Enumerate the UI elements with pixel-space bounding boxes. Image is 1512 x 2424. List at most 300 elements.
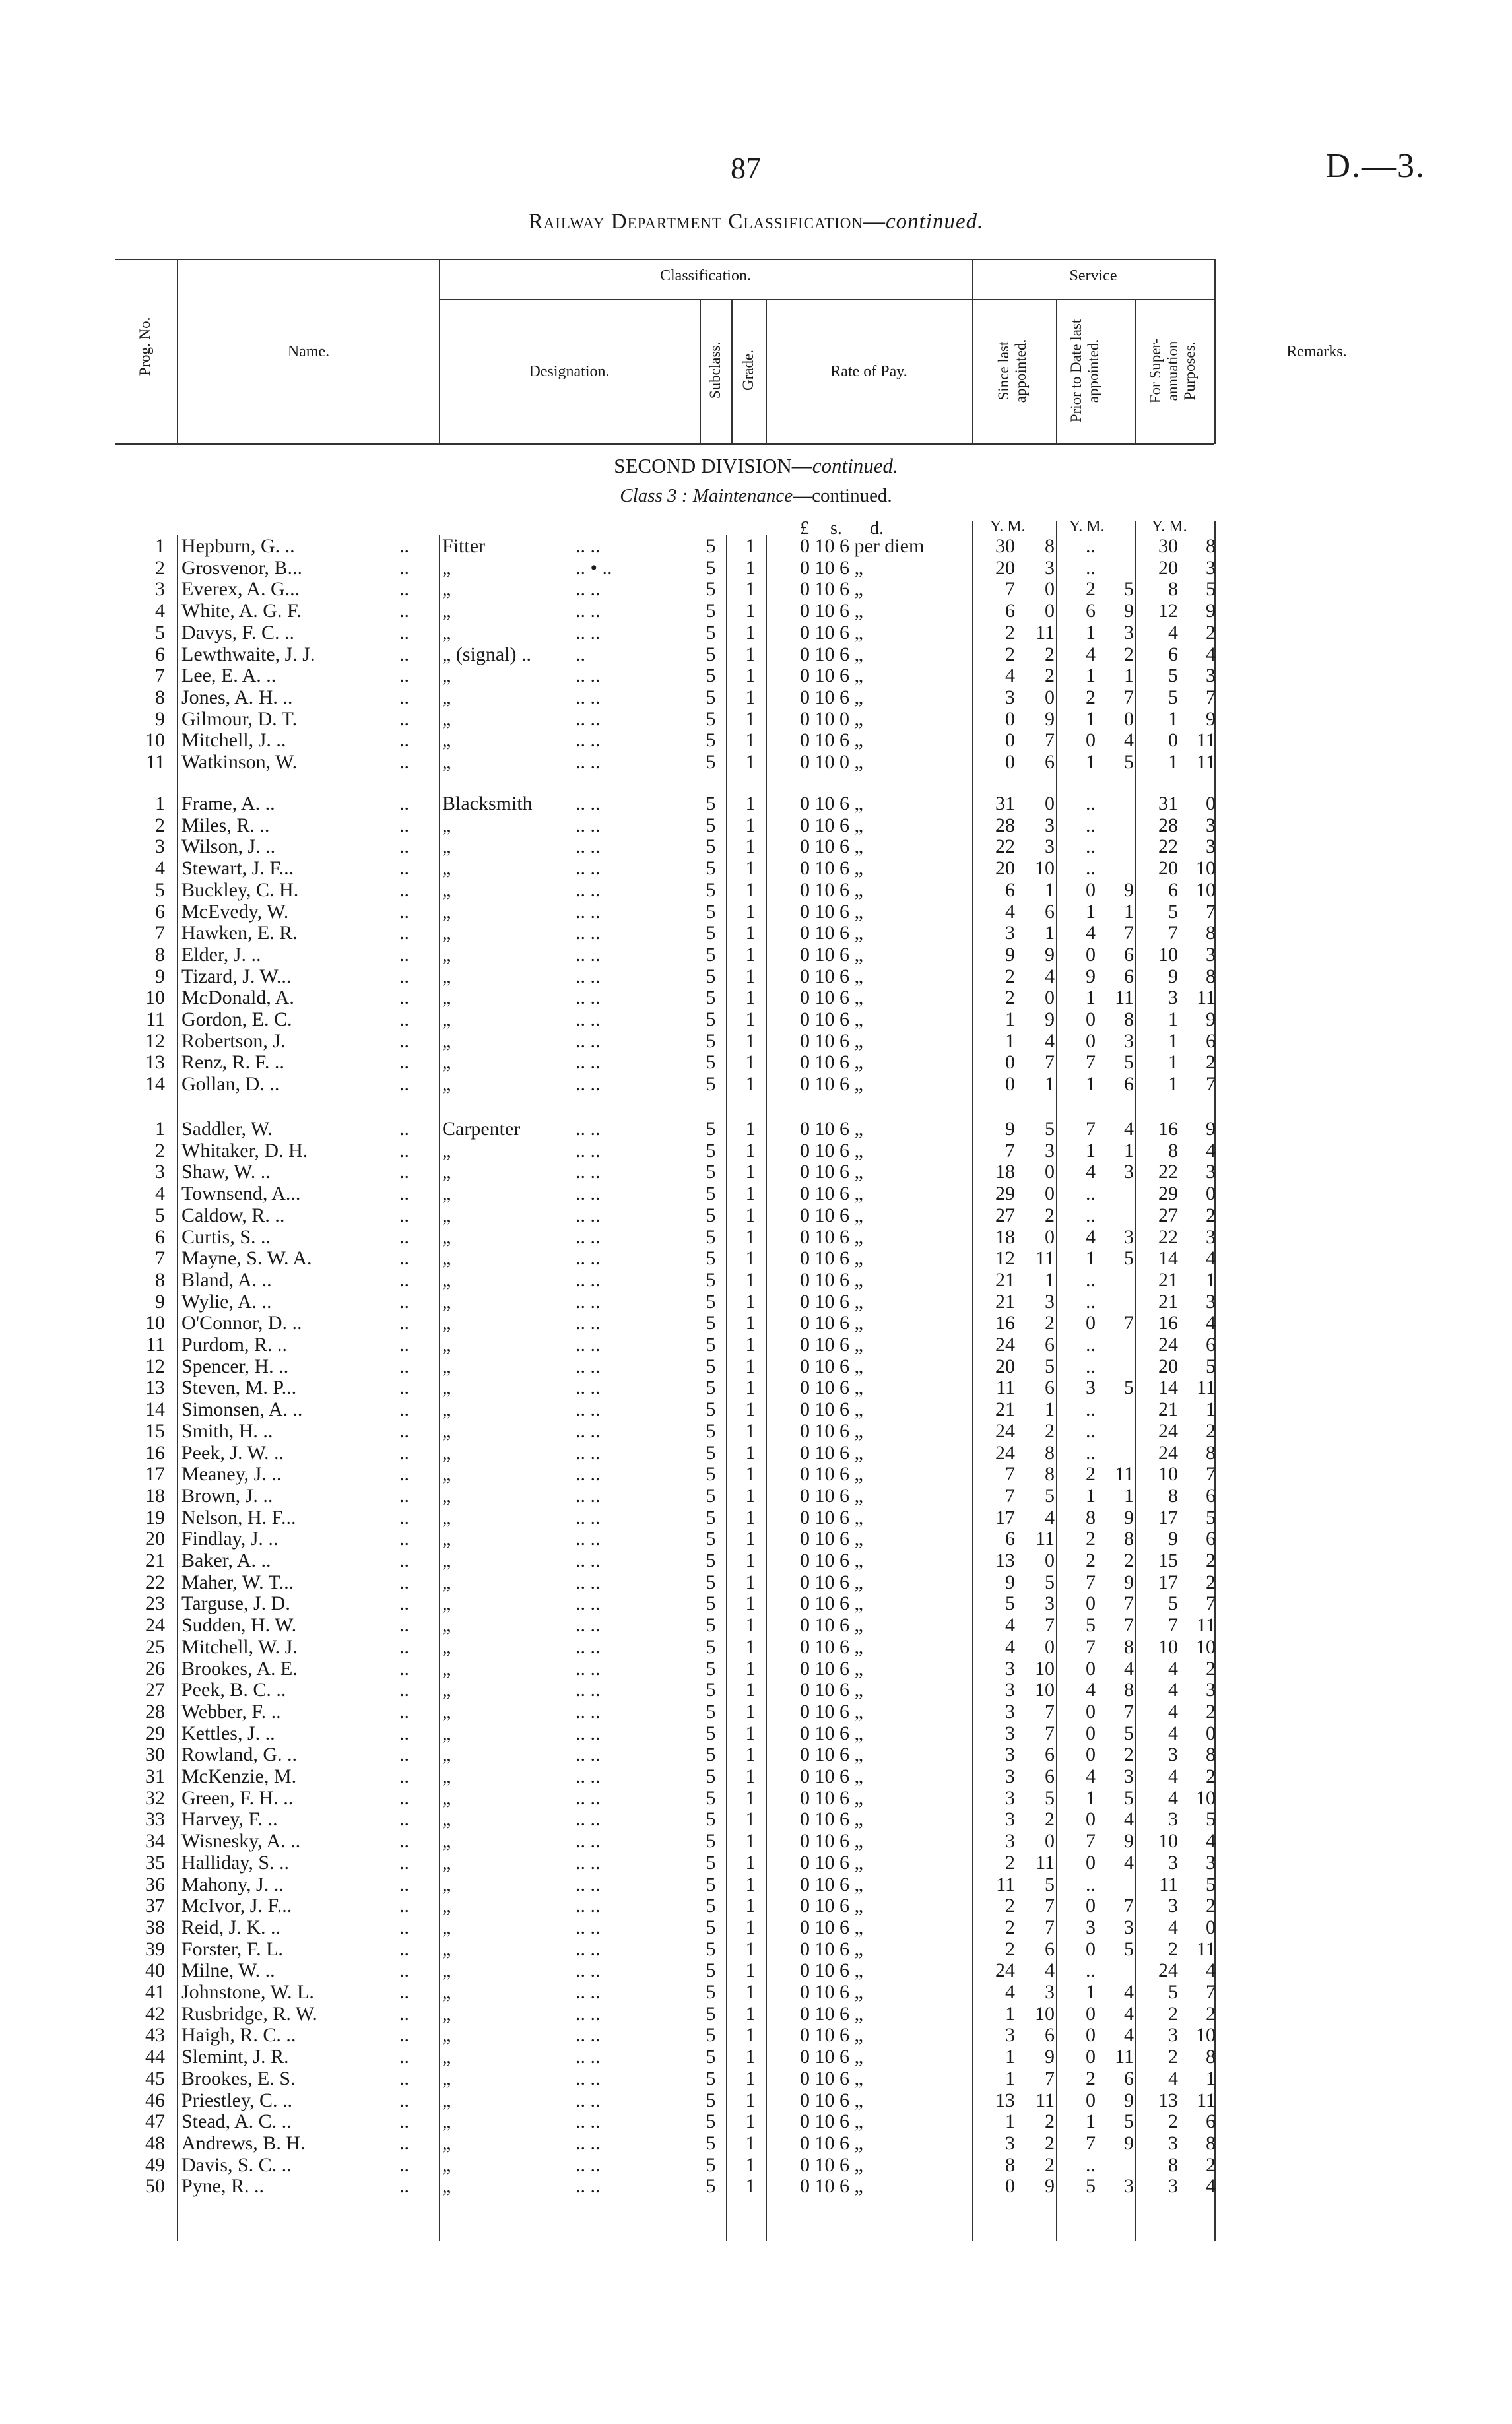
row-name: Pyne, R. .. bbox=[181, 2175, 265, 2197]
row-leader-dots: .. .. bbox=[575, 1463, 601, 1485]
header-service: Service bbox=[1069, 267, 1117, 284]
row-leader-dots: .. .. bbox=[575, 1765, 601, 1787]
row-super-years: 4 bbox=[1168, 1701, 1178, 1722]
row-name: Watkinson, W. bbox=[181, 751, 298, 773]
row-prog-no: 31 bbox=[145, 1765, 165, 1787]
row-super-months: 6 bbox=[1206, 1528, 1216, 1550]
row-super-years: 6 bbox=[1168, 879, 1178, 901]
row-rate-of-pay: 0 10 6 „ bbox=[800, 1895, 863, 1916]
row-name: Forster, F. L. bbox=[181, 1938, 283, 1960]
row-leader-dots: .. bbox=[399, 835, 409, 857]
row-designation: „ bbox=[442, 1398, 451, 1420]
row-name: Stewart, J. F... bbox=[181, 857, 294, 879]
row-since-years: 24 bbox=[995, 1959, 1015, 1981]
row-since-years: 3 bbox=[1005, 1658, 1015, 1680]
row-name: Jones, A. H. .. bbox=[181, 686, 293, 708]
row-leader-dots: .. .. bbox=[575, 1895, 601, 1916]
row-leader-dots: .. bbox=[399, 1874, 409, 1895]
row-rate-of-pay: 0 10 6 „ bbox=[800, 966, 863, 987]
row-super-months: 11 bbox=[1197, 751, 1216, 773]
row-prog-no: 11 bbox=[146, 751, 165, 773]
row-prior-years: .. bbox=[1086, 1959, 1096, 1981]
row-designation: „ bbox=[442, 1874, 451, 1895]
title-continued: continued. bbox=[886, 210, 984, 234]
row-rate-of-pay: 0 10 6 „ bbox=[800, 1787, 863, 1809]
row-super-years: 16 bbox=[1158, 1118, 1178, 1140]
row-subclass: 5 bbox=[706, 987, 716, 1008]
row-designation: „ bbox=[442, 879, 451, 901]
row-prior-years: 4 bbox=[1086, 1161, 1096, 1183]
row-super-months: 2 bbox=[1206, 1701, 1216, 1722]
row-leader-dots: .. .. bbox=[575, 686, 601, 708]
row-leader-dots: .. .. bbox=[575, 1808, 601, 1830]
row-since-years: 17 bbox=[995, 1507, 1015, 1528]
row-leader-dots: .. .. bbox=[575, 1269, 601, 1291]
row-leader-dots: .. .. bbox=[575, 1030, 601, 1052]
row-prog-no: 45 bbox=[145, 2068, 165, 2089]
row-prior-years: 1 bbox=[1086, 1247, 1096, 1269]
row-subclass: 5 bbox=[706, 622, 716, 643]
row-designation: „ bbox=[442, 2111, 451, 2132]
row-since-years: 1 bbox=[1005, 1030, 1015, 1052]
row-subclass: 5 bbox=[706, 1291, 716, 1313]
row-since-months: 10 bbox=[1035, 2003, 1055, 2025]
row-grade: 1 bbox=[745, 922, 756, 944]
row-super-months: 11 bbox=[1197, 1377, 1216, 1398]
row-rate-of-pay: 0 10 6 „ bbox=[800, 2154, 863, 2176]
row-leader-dots: .. bbox=[399, 901, 409, 923]
row-leader-dots: .. bbox=[399, 1959, 409, 1981]
row-name: Slemint, J. R. bbox=[181, 2046, 289, 2068]
row-prior-months: 4 bbox=[1124, 729, 1134, 751]
row-designation: „ bbox=[442, 2068, 451, 2089]
row-grade: 1 bbox=[745, 1073, 756, 1095]
row-name: Brookes, E. S. bbox=[181, 2068, 296, 2089]
row-grade: 1 bbox=[745, 1614, 756, 1636]
row-rate-of-pay: 0 10 6 „ bbox=[800, 1161, 863, 1183]
table-row bbox=[0, 601, 1512, 622]
table-row bbox=[0, 1183, 1512, 1204]
row-prior-months: 4 bbox=[1124, 1658, 1134, 1680]
row-prior-months: 5 bbox=[1124, 1722, 1134, 1744]
row-super-years: 3 bbox=[1168, 1808, 1178, 1830]
header-bottom-rule bbox=[115, 443, 1214, 445]
row-prior-years: .. bbox=[1086, 1269, 1096, 1291]
row-leader-dots: .. bbox=[399, 2111, 409, 2132]
row-leader-dots: .. bbox=[399, 1140, 409, 1162]
row-super-months: 11 bbox=[1197, 729, 1216, 751]
row-prior-months: 4 bbox=[1124, 1118, 1134, 1140]
row-leader-dots: .. .. bbox=[575, 1679, 601, 1701]
row-prog-no: 12 bbox=[145, 1356, 165, 1377]
row-prior-months: 3 bbox=[1124, 1030, 1134, 1052]
row-super-years: 11 bbox=[1159, 1874, 1178, 1895]
row-designation: „ bbox=[442, 1334, 451, 1356]
row-leader-dots: .. bbox=[399, 944, 409, 966]
row-prog-no: 11 bbox=[146, 1008, 165, 1030]
table-row bbox=[0, 1550, 1512, 1571]
table-row bbox=[0, 2133, 1512, 2154]
row-rate-of-pay: 0 10 6 „ bbox=[800, 857, 863, 879]
row-prior-months: 3 bbox=[1124, 622, 1134, 643]
row-grade: 1 bbox=[745, 1030, 756, 1052]
row-designation: „ bbox=[442, 1161, 451, 1183]
row-prog-no: 24 bbox=[145, 1614, 165, 1636]
class-heading bbox=[0, 485, 1512, 507]
row-super-months: 2 bbox=[1206, 1204, 1216, 1226]
row-since-years: 29 bbox=[995, 1183, 1015, 1204]
row-leader-dots: .. bbox=[399, 2175, 409, 2197]
row-since-months: 8 bbox=[1045, 1442, 1055, 1464]
row-subclass: 5 bbox=[706, 1485, 716, 1507]
row-rate-of-pay: 0 10 6 „ bbox=[800, 1140, 863, 1162]
row-super-months: 5 bbox=[1206, 1356, 1216, 1377]
row-leader-dots: .. .. bbox=[575, 1140, 601, 1162]
row-grade: 1 bbox=[745, 1852, 756, 1874]
row-designation: „ bbox=[442, 1269, 451, 1291]
row-prog-no: 9 bbox=[155, 966, 165, 987]
row-super-years: 3 bbox=[1168, 1895, 1178, 1916]
row-designation: „ bbox=[442, 1550, 451, 1571]
row-subclass: 5 bbox=[706, 1959, 716, 1981]
row-since-years: 4 bbox=[1005, 1636, 1015, 1658]
row-prior-months: 6 bbox=[1124, 1073, 1134, 1095]
row-prog-no: 6 bbox=[155, 643, 165, 665]
row-grade: 1 bbox=[745, 622, 756, 643]
row-since-years: 2 bbox=[1005, 1852, 1015, 1874]
row-super-years: 13 bbox=[1158, 2089, 1178, 2111]
row-name: Brown, J. .. bbox=[181, 1485, 273, 1507]
classification-rule bbox=[439, 299, 1214, 300]
row-prior-years: .. bbox=[1086, 1874, 1096, 1895]
row-super-months: 4 bbox=[1206, 1830, 1216, 1852]
row-since-months: 5 bbox=[1045, 1118, 1055, 1140]
row-since-months: 0 bbox=[1045, 578, 1055, 600]
row-subclass: 5 bbox=[706, 1008, 716, 1030]
row-prior-years: .. bbox=[1086, 535, 1096, 557]
row-super-years: 6 bbox=[1168, 643, 1178, 665]
row-name: McIvor, J. F... bbox=[181, 1895, 292, 1916]
row-leader-dots: .. bbox=[399, 879, 409, 901]
row-leader-dots: .. bbox=[399, 1895, 409, 1916]
row-leader-dots: .. .. bbox=[575, 1312, 601, 1334]
row-grade: 1 bbox=[745, 793, 756, 814]
table-row bbox=[0, 1809, 1512, 1830]
row-since-months: 0 bbox=[1045, 686, 1055, 708]
row-name: Curtis, S. .. bbox=[181, 1226, 271, 1248]
row-grade: 1 bbox=[745, 1204, 756, 1226]
row-leader-dots: .. .. bbox=[575, 1291, 601, 1313]
row-super-months: 3 bbox=[1206, 1291, 1216, 1313]
row-designation: „ bbox=[442, 835, 451, 857]
row-since-years: 2 bbox=[1005, 622, 1015, 643]
row-prog-no: 14 bbox=[145, 1398, 165, 1420]
row-prior-months: 2 bbox=[1124, 1744, 1134, 1765]
row-leader-dots: .. .. bbox=[575, 1420, 601, 1442]
row-super-years: 28 bbox=[1158, 814, 1178, 836]
row-since-years: 4 bbox=[1005, 901, 1015, 923]
row-subclass: 5 bbox=[706, 1636, 716, 1658]
row-since-months: 7 bbox=[1045, 1895, 1055, 1916]
row-leader-dots: .. bbox=[399, 1008, 409, 1030]
row-since-years: 3 bbox=[1005, 922, 1015, 944]
row-prior-months: 4 bbox=[1124, 2003, 1134, 2025]
row-rate-of-pay: 0 10 6 „ bbox=[800, 1528, 863, 1550]
row-prior-years: .. bbox=[1086, 2154, 1096, 2176]
row-prog-no: 3 bbox=[155, 1161, 165, 1183]
row-subclass: 5 bbox=[706, 1744, 716, 1765]
table-row bbox=[0, 1031, 1512, 1052]
row-super-months: 3 bbox=[1206, 1226, 1216, 1248]
row-prog-no: 30 bbox=[145, 1744, 165, 1765]
row-name: McDonald, A. bbox=[181, 987, 294, 1008]
row-since-months: 6 bbox=[1045, 901, 1055, 923]
row-grade: 1 bbox=[745, 557, 756, 579]
row-since-months: 2 bbox=[1045, 1312, 1055, 1334]
row-leader-dots: .. bbox=[399, 1592, 409, 1614]
row-since-months: 10 bbox=[1035, 1679, 1055, 1701]
row-super-years: 2 bbox=[1168, 1938, 1178, 1960]
row-rate-of-pay: 0 10 6 „ bbox=[800, 1808, 863, 1830]
row-designation: „ bbox=[442, 857, 451, 879]
row-prior-months: 1 bbox=[1124, 665, 1134, 686]
row-designation: „ bbox=[442, 729, 451, 751]
row-subclass: 5 bbox=[706, 1247, 716, 1269]
row-designation: „ bbox=[442, 686, 451, 708]
row-grade: 1 bbox=[745, 600, 756, 622]
table-row bbox=[0, 1831, 1512, 1852]
unit-prior-ym: Y. M. bbox=[1069, 518, 1105, 535]
row-since-years: 18 bbox=[995, 1161, 1015, 1183]
row-leader-dots: .. .. bbox=[575, 1356, 601, 1377]
page-title bbox=[0, 210, 1512, 234]
row-super-years: 24 bbox=[1158, 1334, 1178, 1356]
row-since-years: 13 bbox=[995, 2089, 1015, 2111]
table-row bbox=[0, 665, 1512, 686]
row-designation: „ bbox=[442, 1636, 451, 1658]
row-leader-dots: .. .. bbox=[575, 622, 601, 643]
row-super-years: 3 bbox=[1168, 2175, 1178, 2197]
row-prior-years: 1 bbox=[1086, 665, 1096, 686]
row-prior-years: 0 bbox=[1086, 1658, 1096, 1680]
row-prog-no: 43 bbox=[145, 2024, 165, 2046]
row-leader-dots: .. .. bbox=[575, 1959, 601, 1981]
row-since-years: 20 bbox=[995, 857, 1015, 879]
row-since-years: 11 bbox=[996, 1377, 1015, 1398]
row-since-months: 7 bbox=[1045, 1051, 1055, 1073]
table-row bbox=[0, 1486, 1512, 1507]
row-since-years: 1 bbox=[1005, 1008, 1015, 1030]
row-leader-dots: .. bbox=[575, 643, 585, 665]
row-prior-months: 7 bbox=[1124, 922, 1134, 944]
row-rate-of-pay: 0 10 6 „ bbox=[800, 922, 863, 944]
row-prior-months: 9 bbox=[1124, 600, 1134, 622]
row-grade: 1 bbox=[745, 1528, 756, 1550]
row-prior-months: 7 bbox=[1124, 1614, 1134, 1636]
row-prior-years: 1 bbox=[1086, 901, 1096, 923]
row-leader-dots: .. .. bbox=[575, 1442, 601, 1464]
row-leader-dots: .. bbox=[399, 2154, 409, 2176]
row-super-years: 5 bbox=[1168, 686, 1178, 708]
table-row bbox=[0, 2004, 1512, 2025]
row-leader-dots: .. bbox=[399, 1051, 409, 1073]
row-prior-years: 0 bbox=[1086, 2024, 1096, 2046]
row-prior-years: 0 bbox=[1086, 1808, 1096, 1830]
row-name: Peek, J. W. .. bbox=[181, 1442, 284, 1464]
row-super-years: 20 bbox=[1158, 1356, 1178, 1377]
row-designation: „ bbox=[442, 2175, 451, 2197]
row-prog-no: 19 bbox=[145, 1507, 165, 1528]
col-rule bbox=[1214, 259, 1216, 444]
row-rate-of-pay: 0 10 6 „ bbox=[800, 686, 863, 708]
row-super-years: 4 bbox=[1168, 1765, 1178, 1787]
table-row bbox=[0, 1140, 1512, 1162]
row-prog-no: 32 bbox=[145, 1787, 165, 1809]
table-row bbox=[0, 1377, 1512, 1398]
row-grade: 1 bbox=[745, 1938, 756, 1960]
row-leader-dots: .. bbox=[399, 1356, 409, 1377]
row-prior-months: 5 bbox=[1124, 1377, 1134, 1398]
row-grade: 1 bbox=[745, 1636, 756, 1658]
row-grade: 1 bbox=[745, 857, 756, 879]
row-leader-dots: .. .. bbox=[575, 1507, 601, 1528]
row-since-years: 3 bbox=[1005, 1701, 1015, 1722]
row-designation: „ bbox=[442, 751, 451, 773]
row-since-years: 20 bbox=[995, 1356, 1015, 1377]
row-super-months: 6 bbox=[1206, 1334, 1216, 1356]
row-subclass: 5 bbox=[706, 2175, 716, 2197]
row-name: Saddler, W. bbox=[181, 1118, 273, 1140]
row-super-years: 7 bbox=[1168, 1614, 1178, 1636]
row-designation: „ bbox=[442, 1008, 451, 1030]
row-grade: 1 bbox=[745, 1140, 756, 1162]
row-prog-no: 4 bbox=[155, 1183, 165, 1204]
row-name: Wilson, J. .. bbox=[181, 835, 276, 857]
row-grade: 1 bbox=[745, 1226, 756, 1248]
row-since-years: 3 bbox=[1005, 1679, 1015, 1701]
row-prior-years: .. bbox=[1086, 1442, 1096, 1464]
row-designation: „ bbox=[442, 1356, 451, 1377]
row-name: Priestley, C. .. bbox=[181, 2089, 293, 2111]
row-subclass: 5 bbox=[706, 1356, 716, 1377]
row-since-months: 0 bbox=[1045, 1636, 1055, 1658]
row-subclass: 5 bbox=[706, 2089, 716, 2111]
row-super-months: 5 bbox=[1206, 1507, 1216, 1528]
table-row bbox=[0, 1960, 1512, 1981]
row-super-years: 4 bbox=[1168, 1658, 1178, 1680]
row-rate-of-pay: 0 10 6 „ bbox=[800, 1291, 863, 1313]
row-prog-no: 13 bbox=[145, 1051, 165, 1073]
row-since-months: 4 bbox=[1045, 1507, 1055, 1528]
col-rule bbox=[1056, 299, 1057, 444]
row-since-months: 1 bbox=[1045, 922, 1055, 944]
row-super-years: 3 bbox=[1168, 987, 1178, 1008]
table-row bbox=[0, 1572, 1512, 1593]
row-since-years: 3 bbox=[1005, 2024, 1015, 2046]
row-leader-dots: .. .. bbox=[575, 901, 601, 923]
row-since-months: 3 bbox=[1045, 557, 1055, 579]
row-since-years: 21 bbox=[995, 1269, 1015, 1291]
row-since-months: 7 bbox=[1045, 1722, 1055, 1744]
row-super-years: 3 bbox=[1168, 2024, 1178, 2046]
row-super-months: 7 bbox=[1206, 1073, 1216, 1095]
row-prior-months: 3 bbox=[1124, 2175, 1134, 2197]
row-since-years: 2 bbox=[1005, 1916, 1015, 1938]
row-leader-dots: .. bbox=[399, 1420, 409, 1442]
row-rate-of-pay: 0 10 6 „ bbox=[800, 2046, 863, 2068]
row-prog-no: 20 bbox=[145, 1528, 165, 1550]
row-subclass: 5 bbox=[706, 1312, 716, 1334]
row-subclass: 5 bbox=[706, 2003, 716, 2025]
table-row bbox=[0, 1162, 1512, 1183]
row-prior-months: 1 bbox=[1124, 901, 1134, 923]
row-subclass: 5 bbox=[706, 1442, 716, 1464]
row-since-months: 0 bbox=[1045, 793, 1055, 814]
row-designation: „ bbox=[442, 708, 451, 730]
row-super-months: 3 bbox=[1206, 665, 1216, 686]
row-since-months: 6 bbox=[1045, 751, 1055, 773]
row-rate-of-pay: 0 10 6 „ bbox=[800, 1852, 863, 1874]
row-rate-of-pay: 0 10 6 „ bbox=[800, 1701, 863, 1722]
row-leader-dots: .. .. bbox=[575, 1247, 601, 1269]
row-designation: „ bbox=[442, 922, 451, 944]
col-rule bbox=[700, 299, 701, 444]
row-grade: 1 bbox=[745, 1895, 756, 1916]
row-super-years: 21 bbox=[1158, 1398, 1178, 1420]
row-name: Davys, F. C. .. bbox=[181, 622, 294, 643]
row-leader-dots: .. .. bbox=[575, 1916, 601, 1938]
row-since-years: 21 bbox=[995, 1398, 1015, 1420]
row-designation: „ bbox=[442, 1744, 451, 1765]
row-rate-of-pay: 0 10 6 „ bbox=[800, 1507, 863, 1528]
row-super-years: 29 bbox=[1158, 1183, 1178, 1204]
row-grade: 1 bbox=[745, 1787, 756, 1809]
row-prog-no: 6 bbox=[155, 1226, 165, 1248]
row-prior-months: 6 bbox=[1124, 2068, 1134, 2089]
row-designation: „ bbox=[442, 944, 451, 966]
row-grade: 1 bbox=[745, 987, 756, 1008]
row-subclass: 5 bbox=[706, 1765, 716, 1787]
row-leader-dots: .. bbox=[399, 1226, 409, 1248]
row-super-years: 1 bbox=[1168, 751, 1178, 773]
row-super-years: 12 bbox=[1158, 600, 1178, 622]
row-prior-years: 5 bbox=[1086, 2175, 1096, 2197]
row-super-years: 1 bbox=[1168, 1051, 1178, 1073]
table-row bbox=[0, 2025, 1512, 2046]
row-since-years: 24 bbox=[995, 1442, 1015, 1464]
row-leader-dots: .. .. bbox=[575, 1183, 601, 1204]
row-rate-of-pay: 0 10 6 „ bbox=[800, 1679, 863, 1701]
row-leader-dots: .. .. bbox=[575, 1528, 601, 1550]
row-prior-years: 7 bbox=[1086, 2132, 1096, 2154]
row-name: Brookes, A. E. bbox=[181, 1658, 298, 1680]
row-name: Gollan, D. .. bbox=[181, 1073, 280, 1095]
row-leader-dots: .. .. bbox=[575, 1550, 601, 1571]
row-super-years: 14 bbox=[1158, 1377, 1178, 1398]
row-designation: „ bbox=[442, 1204, 451, 1226]
row-grade: 1 bbox=[745, 535, 756, 557]
row-prior-years: .. bbox=[1086, 1183, 1096, 1204]
row-super-years: 1 bbox=[1168, 708, 1178, 730]
header-prior-to-date: Prior to Date last appointed. bbox=[1068, 319, 1101, 423]
row-leader-dots: .. .. bbox=[575, 1787, 601, 1809]
row-since-years: 7 bbox=[1005, 1463, 1015, 1485]
row-prior-years: 4 bbox=[1086, 643, 1096, 665]
row-leader-dots: .. .. bbox=[575, 1571, 601, 1593]
row-since-years: 3 bbox=[1005, 2132, 1015, 2154]
row-super-months: 2 bbox=[1206, 1420, 1216, 1442]
row-prior-years: 8 bbox=[1086, 1507, 1096, 1528]
